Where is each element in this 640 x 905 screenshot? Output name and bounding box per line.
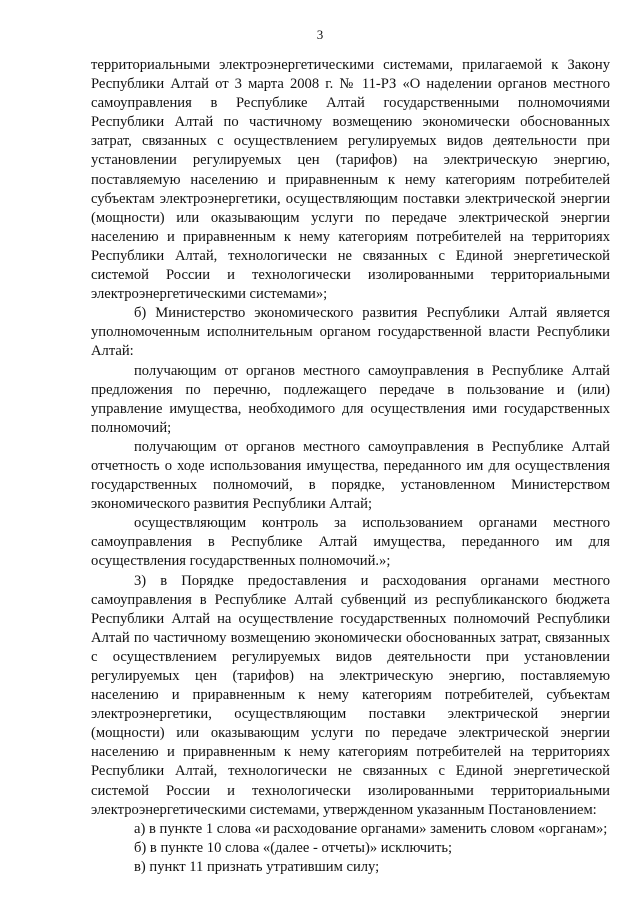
page-number: 3 (316, 27, 324, 42)
paragraph: а) в пункте 1 слова «и расходование органами» заменить словом «органам»; (134, 820, 608, 837)
paragraph: получающим от органов местного самоуправления в Республике Алтай предложения по перечню, подлежащего передаче в пользование и (или) управление имущества, необходимого для осуществления ими государственных полномочий; (91, 362, 610, 436)
paragraph: 3) в Порядке предоставления и расходования органами местного самоуправления в Республике Алтай субвенций из республиканского бюджета Республики Алтай на осуществление государственных полномочий Республики Алтай по частичному возмещению экономически обоснованных затрат, связанных с осуществлением регулируемых видов деятельности при установлении регулируемых цен (тарифов) на электрическую энергию, поставляемую населению и приравненным к нему категориям потребителей, субъектам электроэнергетики, осуществляющим поставки электрической энергии (мощности) или оказывающим услуги по передаче электрической энергии населению и приравненным к нему категориям потребителей на территориях Республики Алтай, технологически не связанных с Единой энергетической системой России и технологически изолированными территориальными электроэнергетическими системами, утвержденном указанным Постановлением: (91, 572, 610, 818)
paragraph: в) пункт 11 признать утратившим силу; (134, 858, 380, 875)
paragraph: получающим от органов местного самоуправления в Республике Алтай отчетность о ходе использования имущества, переданного им для осуществления государственных полномочий, в порядке, установленном Министерством экономического развития Республики Алтай; (91, 438, 610, 513)
paragraph: территориальными электроэнергетическими системами, прилагаемой к Закону Республики Алтай от 3 марта 2008 г. № 11-РЗ «О наделении органов местного самоуправления в Республике Алтай государственными полномочиями Республики Алтай по частичному возмещению экономически обоснованных затрат, связанных с осуществлением регулируемых видов деятельности при установлении регулируемых цен (тарифов) на электрическую энергию, поставляемую населению и приравненным к нему категориям потребителей субъектам электроэнергетики, осуществляющим поставки электрической энергии (мощности) или оказывающим услуги по передаче электрической энергии населению и приравненным к нему категориям потребителей на территориях Республики Алтай, технологически не связанных с Единой энергетической системой России и технологически изолированными территориальными электроэнергетическими системами»; (91, 57, 610, 303)
paragraph: осуществляющим контроль за использованием органами местного самоуправления в Республике Алтай имущества, переданного им для осуществления государственных полномочий.»; (91, 515, 610, 570)
document-body (91, 56, 610, 877)
paragraph: б) в пункте 10 слова «(далее - отчеты)» исключить; (134, 839, 453, 856)
paragraph: б) Министерство экономического развития Республики Алтай является уполномоченным исполнительным органом государственной власти Республики Алтай: (91, 305, 610, 360)
